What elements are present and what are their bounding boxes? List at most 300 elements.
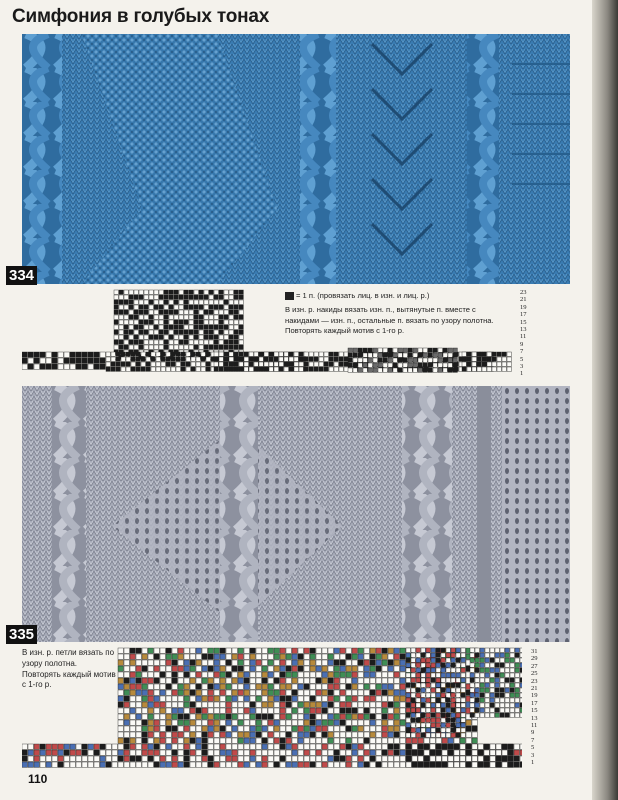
- chart-cell: [166, 362, 170, 366]
- chart-cell: [280, 732, 285, 737]
- chart-cell: [268, 696, 273, 701]
- chart-cell: [388, 348, 392, 352]
- chart-cell: [358, 690, 363, 695]
- chart-cell: [118, 738, 123, 743]
- chart-cell: [328, 702, 333, 707]
- chart-cell: [129, 290, 133, 294]
- chart-cell: [172, 738, 177, 743]
- chart-cell: [214, 690, 219, 695]
- chart-cell: [238, 726, 243, 731]
- chart-cell: [214, 305, 218, 309]
- chart-cell: [226, 678, 231, 683]
- chart-cell: [119, 320, 123, 324]
- row-number: 13: [520, 326, 527, 334]
- chart-cell: [496, 762, 501, 767]
- chart-cell: [154, 295, 158, 299]
- chart-cell: [238, 648, 243, 653]
- chart-cell: [426, 733, 430, 737]
- chart-cell: [154, 732, 159, 737]
- chart-cell: [421, 673, 425, 677]
- chart-cell: [334, 726, 339, 731]
- chart-cell: [446, 728, 450, 732]
- chart-cell: [438, 348, 442, 352]
- chart-cell: [274, 732, 279, 737]
- chart-cell: [224, 320, 228, 324]
- chart-cell: [262, 708, 267, 713]
- chart-cell: [487, 367, 491, 371]
- chart-cell: [453, 358, 457, 362]
- chart-cell: [214, 315, 218, 319]
- chart-cell: [346, 732, 351, 737]
- chart-cell: [346, 690, 351, 695]
- chart-cell: [510, 708, 514, 712]
- chart-cell: [208, 708, 213, 713]
- chart-cell: [286, 720, 291, 725]
- chart-cell: [398, 363, 402, 367]
- chart-cell: [148, 702, 153, 707]
- chart-cell: [220, 756, 225, 761]
- chart-cell: [441, 723, 445, 727]
- chart-cell: [204, 290, 208, 294]
- chart-cell: [129, 315, 133, 319]
- chart-cell: [328, 666, 333, 671]
- chart-cell: [234, 345, 238, 349]
- chart-cell: [142, 702, 147, 707]
- chart-cell: [184, 335, 188, 339]
- chart-cell: [229, 357, 233, 361]
- chart-cell: [171, 367, 175, 371]
- chart-cell: [446, 673, 450, 677]
- chart-cell: [226, 744, 231, 749]
- chart-cell: [114, 320, 118, 324]
- chart-cell: [388, 666, 393, 671]
- chart-cell: [286, 648, 291, 653]
- chart-cell: [226, 738, 231, 743]
- chart-cell: [388, 678, 393, 683]
- chart-cell: [268, 714, 273, 719]
- chart-cell: [159, 335, 163, 339]
- chart-cell: [189, 300, 193, 304]
- chart-cell: [106, 357, 110, 361]
- chart-cell: [100, 364, 105, 369]
- chart-cell: [232, 696, 237, 701]
- chart-cell: [226, 750, 231, 755]
- chart-cell: [495, 658, 499, 662]
- chart-cell: [154, 750, 159, 755]
- chart-cell: [370, 744, 375, 749]
- chart-cell: [184, 290, 188, 294]
- chart-cell: [286, 666, 291, 671]
- chart-cell: [274, 654, 279, 659]
- chart-cell: [232, 738, 237, 743]
- chart-cell: [364, 756, 369, 761]
- chart-cell: [226, 696, 231, 701]
- chart-cell: [172, 732, 177, 737]
- chart-cell: [406, 733, 410, 737]
- chart-cell: [94, 756, 99, 761]
- chart-cell: [209, 295, 213, 299]
- chart-cell: [460, 762, 465, 767]
- chart-cell: [161, 357, 165, 361]
- chart-cell: [520, 658, 522, 662]
- chart-cell: [322, 762, 327, 767]
- chart-cell: [184, 738, 189, 743]
- chart-cell: [208, 762, 213, 767]
- chart-cell: [129, 345, 133, 349]
- chart-cell: [238, 678, 243, 683]
- chart-cell: [292, 750, 297, 755]
- chart-cell: [214, 666, 219, 671]
- chart-cell: [502, 352, 506, 356]
- chart-cell: [310, 690, 315, 695]
- chart-cell: [124, 335, 128, 339]
- chart-cell: [184, 714, 189, 719]
- chart-cell: [324, 357, 328, 361]
- chart-cell: [442, 750, 447, 755]
- chart-cell: [436, 723, 440, 727]
- chart-cell: [129, 340, 133, 344]
- chart-cell: [490, 648, 494, 652]
- chart-cell: [144, 310, 148, 314]
- chart-cell: [136, 726, 141, 731]
- chart-cell: [418, 363, 422, 367]
- chart-cell: [480, 688, 484, 692]
- chart-cell: [334, 352, 338, 356]
- page-title: Симфония в голубых тонах: [12, 6, 270, 27]
- chart-cell: [358, 660, 363, 665]
- chart-cell: [520, 688, 522, 692]
- chart-cell: [94, 762, 99, 767]
- chart-cell: [475, 658, 479, 662]
- chart-cell: [118, 660, 123, 665]
- chart-cell: [406, 668, 410, 672]
- chart-cell: [116, 352, 120, 356]
- chart-cell: [136, 654, 141, 659]
- chart-cell: [268, 732, 273, 737]
- chart-cell: [448, 368, 452, 372]
- chart-cell: [178, 738, 183, 743]
- chart-cell: [250, 678, 255, 683]
- chart-cell: [112, 750, 117, 755]
- chart-cell: [206, 352, 210, 356]
- chart-cell: [394, 762, 399, 767]
- chart-cell: [344, 362, 348, 366]
- chart-cell: [130, 738, 135, 743]
- chart-cell: [292, 762, 297, 767]
- chart-cell: [484, 762, 489, 767]
- chart-cell: [160, 660, 165, 665]
- chart-cell: [340, 678, 345, 683]
- chart-cell: [426, 653, 430, 657]
- chart-cell: [495, 653, 499, 657]
- chart-cell: [124, 320, 128, 324]
- chart-cell: [495, 678, 499, 682]
- chart-cell: [358, 708, 363, 713]
- chart-cell: [490, 663, 494, 667]
- chart-cell: [250, 750, 255, 755]
- chart-cell: [400, 726, 405, 731]
- chart-cell: [431, 653, 435, 657]
- chart-cell: [154, 678, 159, 683]
- chart-cell: [344, 357, 348, 361]
- chart-cell: [461, 723, 465, 727]
- chart-cell: [370, 690, 375, 695]
- chart-cell: [398, 348, 402, 352]
- chart-cell: [219, 357, 223, 361]
- chart-cell: [148, 672, 153, 677]
- chart-cell: [412, 750, 417, 755]
- chart-cell: [154, 305, 158, 309]
- chart-cell: [250, 744, 255, 749]
- chart-cell: [244, 660, 249, 665]
- chart-cell: [28, 352, 33, 357]
- chart-cell: [141, 367, 145, 371]
- chart-cell: [196, 726, 201, 731]
- chart-cell: [118, 762, 123, 767]
- chart-cell: [52, 762, 57, 767]
- chart-cell: [418, 348, 422, 352]
- chart-cell: [254, 357, 258, 361]
- chart-cell: [256, 654, 261, 659]
- chart-cell: [118, 666, 123, 671]
- chart-cell: [164, 330, 168, 334]
- chart-cell: [406, 673, 410, 677]
- chart-cell: [383, 353, 387, 357]
- chart-cell: [520, 653, 522, 657]
- chart-cell: [189, 340, 193, 344]
- chart-cell: [274, 357, 278, 361]
- chart-cell: [418, 353, 422, 357]
- legend-334: [285, 291, 510, 302]
- chart-cell: [428, 353, 432, 357]
- chart-cell: [358, 720, 363, 725]
- chart-cell: [451, 648, 455, 652]
- chart-cell: [274, 762, 279, 767]
- chart-cell: [328, 738, 333, 743]
- chart-cell: [500, 673, 504, 677]
- chart-cell: [94, 750, 99, 755]
- chart-cell: [448, 348, 452, 352]
- chart-cell: [114, 345, 118, 349]
- chart-cell: [149, 330, 153, 334]
- chart-cell: [208, 690, 213, 695]
- chart-cell: [466, 732, 471, 737]
- chart-cell: [304, 352, 308, 356]
- chart-cell: [146, 362, 150, 366]
- chart-cell: [184, 702, 189, 707]
- row-number: 23: [531, 677, 538, 685]
- row-numbers-335: [531, 648, 538, 767]
- chart-cell: [70, 744, 75, 749]
- chart-cell: [274, 672, 279, 677]
- chart-cell: [398, 358, 402, 362]
- chart-cell: [382, 684, 387, 689]
- chart-cell: [292, 654, 297, 659]
- chart-cell: [262, 684, 267, 689]
- chart-cell: [322, 690, 327, 695]
- chart-cell: [492, 352, 496, 356]
- chart-cell: [154, 345, 158, 349]
- chart-335-right-section: [406, 648, 522, 767]
- row-number: 9: [531, 729, 535, 737]
- chart-cell: [298, 690, 303, 695]
- chart-cell: [304, 684, 309, 689]
- chart-cell: [196, 720, 201, 725]
- chart-cell: [388, 648, 393, 653]
- chart-cell: [136, 696, 141, 701]
- chart-cell: [142, 708, 147, 713]
- chart-cell: [190, 672, 195, 677]
- chart-cell: [149, 295, 153, 299]
- chart-cell: [249, 367, 253, 371]
- chart-cell: [370, 738, 375, 743]
- chart-cell: [388, 654, 393, 659]
- chart-cell: [118, 678, 123, 683]
- chart-cell: [490, 750, 495, 755]
- chart-cell: [136, 756, 141, 761]
- chart-cell: [229, 352, 233, 356]
- chart-cell: [353, 368, 357, 372]
- chart-cell: [206, 362, 210, 366]
- chart-cell: [378, 363, 382, 367]
- chart-cell: [256, 750, 261, 755]
- chart-cell: [142, 678, 147, 683]
- chart-cell: [46, 756, 51, 761]
- chart-cell: [485, 713, 489, 717]
- legend-334-text: = 1 п. (провязать лиц. в изн. и лиц. р.): [296, 291, 430, 300]
- chart-cell: [34, 756, 39, 761]
- chart-cell: [280, 690, 285, 695]
- chart-cell: [159, 330, 163, 334]
- chart-cell: [164, 300, 168, 304]
- chart-cell: [280, 756, 285, 761]
- chart-cell: [106, 744, 111, 749]
- chart-cell: [340, 744, 345, 749]
- chart-cell: [202, 708, 207, 713]
- chart-cell: [406, 648, 410, 652]
- chart-cell: [124, 345, 128, 349]
- chart-cell: [64, 744, 69, 749]
- chart-cell: [298, 678, 303, 683]
- chart-cell: [202, 666, 207, 671]
- chart-cell: [142, 720, 147, 725]
- chart-cell: [310, 732, 315, 737]
- chart-cell: [124, 690, 129, 695]
- chart-cell: [446, 703, 450, 707]
- chart-cell: [229, 320, 233, 324]
- chart-cell: [507, 367, 511, 371]
- chart-cell: [416, 718, 420, 722]
- chart-cell: [224, 367, 228, 371]
- chart-cell: [346, 762, 351, 767]
- chart-cell: [214, 726, 219, 731]
- chart-cell: [490, 688, 494, 692]
- chart-cell: [214, 335, 218, 339]
- chart-cell: [346, 750, 351, 755]
- chart-cell: [426, 648, 430, 652]
- chart-cell: [460, 756, 465, 761]
- chart-cell: [388, 684, 393, 689]
- chart-cell: [421, 678, 425, 682]
- chart-cell: [114, 290, 118, 294]
- chart-cell: [382, 720, 387, 725]
- chart-cell: [328, 708, 333, 713]
- chart-cell: [358, 714, 363, 719]
- chart-cell: [310, 756, 315, 761]
- chart-cell: [129, 320, 133, 324]
- chart-cell: [111, 367, 115, 371]
- chart-cell: [358, 762, 363, 767]
- chart-cell: [334, 684, 339, 689]
- chart-cell: [131, 367, 135, 371]
- chart-cell: [124, 762, 129, 767]
- chart-cell: [322, 756, 327, 761]
- chart-cell: [178, 648, 183, 653]
- chart-cell: [478, 750, 483, 755]
- chart-cell: [159, 320, 163, 324]
- chart-cell: [166, 732, 171, 737]
- chart-cell: [224, 305, 228, 309]
- chart-cell: [154, 666, 159, 671]
- chart-cell: [346, 672, 351, 677]
- chart-cell: [280, 762, 285, 767]
- chart-cell: [334, 750, 339, 755]
- chart-cell: [28, 358, 33, 363]
- chart-cell: [146, 367, 150, 371]
- chart-cell: [124, 720, 129, 725]
- chart-cell: [176, 357, 180, 361]
- chart-cell: [28, 750, 33, 755]
- chart-cell: [400, 714, 405, 719]
- chart-cell: [268, 726, 273, 731]
- chart-cell: [220, 720, 225, 725]
- chart-cell: [394, 672, 399, 677]
- chart-cell: [190, 654, 195, 659]
- chart-cell: [441, 668, 445, 672]
- chart-cell: [416, 723, 420, 727]
- chart-cell: [179, 325, 183, 329]
- chart-cell: [244, 678, 249, 683]
- chart-cell: [292, 684, 297, 689]
- chart-cell: [461, 693, 465, 697]
- chart-cell: [470, 688, 474, 692]
- chart-cell: [52, 358, 57, 363]
- chart-cell: [382, 738, 387, 743]
- chart-cell: [114, 335, 118, 339]
- chart-cell: [292, 690, 297, 695]
- chart-cell: [376, 684, 381, 689]
- chart-cell: [394, 750, 399, 755]
- chart-cell: [262, 696, 267, 701]
- chart-cell: [229, 305, 233, 309]
- chart-cell: [340, 672, 345, 677]
- chart-cell: [134, 315, 138, 319]
- chart-cell: [505, 688, 509, 692]
- chart-cell: [408, 348, 412, 352]
- chart-cell: [224, 315, 228, 319]
- chart-cell: [238, 714, 243, 719]
- chart-cell: [239, 330, 243, 334]
- chart-cell: [480, 698, 484, 702]
- chart-cell: [431, 658, 435, 662]
- chart-cell: [189, 335, 193, 339]
- chart-cell: [298, 708, 303, 713]
- chart-cell: [383, 363, 387, 367]
- chart-cell: [376, 744, 381, 749]
- chart-cell: [171, 357, 175, 361]
- chart-cell: [238, 732, 243, 737]
- chart-cell: [314, 352, 318, 356]
